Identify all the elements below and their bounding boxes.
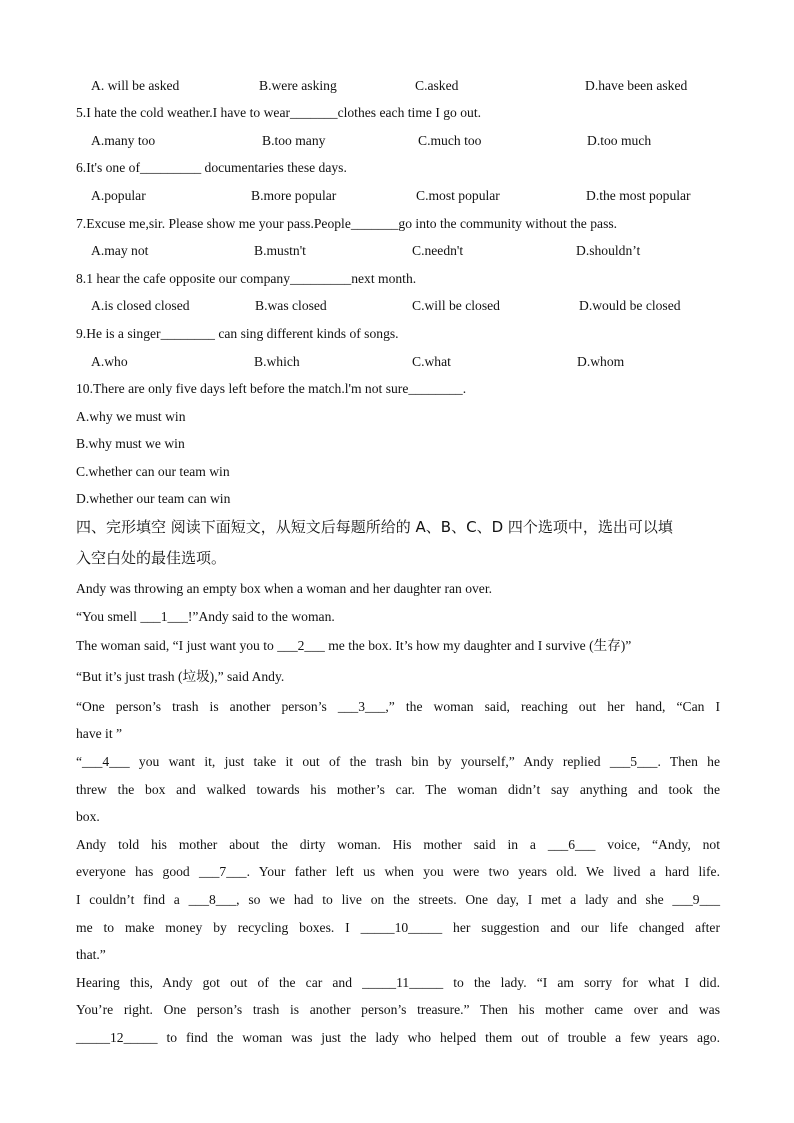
passage-line: have it ” bbox=[76, 726, 123, 741]
q4-option-d[interactable]: D.have been asked bbox=[585, 78, 688, 93]
q6-option-d[interactable]: D.the most popular bbox=[586, 188, 691, 203]
passage-line: that.” bbox=[76, 947, 106, 962]
q8-option-a[interactable]: A.is closed closed bbox=[91, 298, 190, 313]
q10-option-b[interactable]: B.why must we win bbox=[76, 436, 185, 451]
q7-option-b[interactable]: B.mustn't bbox=[254, 243, 306, 258]
q9-stem: 9.He is a singer________ can sing different kinds of songs. bbox=[76, 326, 399, 341]
passage-line: I couldn’t find a ___8___, so we had to live on the streets. One day, I met a lady and she ___9___ bbox=[76, 892, 720, 907]
q9-option-b[interactable]: B.which bbox=[254, 354, 300, 369]
q6-option-b[interactable]: B.more popular bbox=[251, 188, 337, 203]
q5-option-c[interactable]: C.much too bbox=[418, 133, 482, 148]
passage-line: You’re right. One person’s trash is another person’s treasure.” Then his mother came over and was bbox=[76, 1002, 720, 1017]
q7-option-c[interactable]: C.needn't bbox=[412, 243, 464, 258]
q8-option-c[interactable]: C.will be closed bbox=[412, 298, 500, 313]
passage-line: “___4___ you want it, just take it out of the trash bin by yourself,” Andy replied ___5___. Then he bbox=[76, 754, 720, 769]
passage-line: The woman said, “I just want you to ___2___ me the box. It’s how my daughter and I survive (生存)” bbox=[76, 638, 632, 653]
q9-option-c[interactable]: C.what bbox=[412, 354, 451, 369]
passage-line: everyone has good ___7___. Your father left us when you were two years old. We lived a hard life. bbox=[76, 864, 720, 879]
q4-option-b[interactable]: B.were asking bbox=[259, 78, 337, 93]
q8-option-d[interactable]: D.would be closed bbox=[579, 298, 681, 313]
passage-line: “One person’s trash is another person’s ___3___,” the woman said, reaching out her hand, “Can I bbox=[76, 699, 720, 714]
q4-option-c[interactable]: C.asked bbox=[415, 78, 459, 93]
q10-option-a[interactable]: A.why we must win bbox=[76, 409, 186, 424]
passage-line: me to make money by recycling boxes. I _____10_____ her suggestion and our life changed after bbox=[76, 920, 720, 935]
q8-stem: 8.1 hear the cafe opposite our company_________next month. bbox=[76, 271, 417, 286]
q5-stem: 5.I hate the cold weather.I have to wear_______clothes each time I go out. bbox=[76, 105, 482, 120]
passage-line: _____12_____ to find the woman was just the lady who helped them out of trouble a few years ago. bbox=[76, 1030, 720, 1045]
q6-option-c[interactable]: C.most popular bbox=[416, 188, 500, 203]
passage-line: Andy was throwing an empty box when a woman and her daughter ran over. bbox=[76, 581, 493, 596]
q7-option-a[interactable]: A.may not bbox=[91, 243, 149, 258]
passage-line: Andy told his mother about the dirty woman. His mother said in a ___6___ voice, “Andy, not bbox=[76, 837, 720, 852]
section-heading-line-1: 四、完形填空 阅读下面短文，从短文后每题所给的 A、B、C、D 四个选项中，选出可以填 bbox=[76, 518, 673, 536]
q6-stem: 6.It's one of_________ documentaries these days. bbox=[76, 160, 347, 175]
passage-line: “You smell ___1___!”Andy said to the woman. bbox=[76, 609, 335, 624]
q7-stem: 7.Excuse me,sir. Please show me your pass.People_______go into the community without the pass. bbox=[76, 216, 618, 231]
q5-option-a[interactable]: A.many too bbox=[91, 133, 156, 148]
q4-option-a[interactable]: A. will be asked bbox=[91, 78, 180, 93]
passage-line: threw the box and walked towards his mother’s car. The woman didn’t say anything and took the bbox=[76, 782, 720, 797]
q5-option-b[interactable]: B.too many bbox=[262, 133, 326, 148]
q9-option-d[interactable]: D.whom bbox=[577, 354, 625, 369]
passage-line: Hearing this, Andy got out of the car and _____11_____ to the lady. “I am sorry for what I did. bbox=[76, 975, 720, 990]
section-heading-line-2: 入空白处的最佳选项。 bbox=[76, 549, 227, 567]
q10-option-d[interactable]: D.whether our team can win bbox=[76, 491, 231, 506]
q7-option-d[interactable]: D.shouldn’t bbox=[576, 243, 641, 258]
q9-option-a[interactable]: A.who bbox=[91, 354, 128, 369]
q10-option-c[interactable]: C.whether can our team win bbox=[76, 464, 230, 479]
q10-stem: 10.There are only five days left before the match.l'm not sure________. bbox=[76, 381, 467, 396]
q5-option-d[interactable]: D.too much bbox=[587, 133, 652, 148]
q8-option-b[interactable]: B.was closed bbox=[255, 298, 327, 313]
q6-option-a[interactable]: A.popular bbox=[91, 188, 146, 203]
passage-line: “But it’s just trash (垃圾),” said Andy. bbox=[76, 669, 285, 684]
passage-line: box. bbox=[76, 809, 100, 824]
